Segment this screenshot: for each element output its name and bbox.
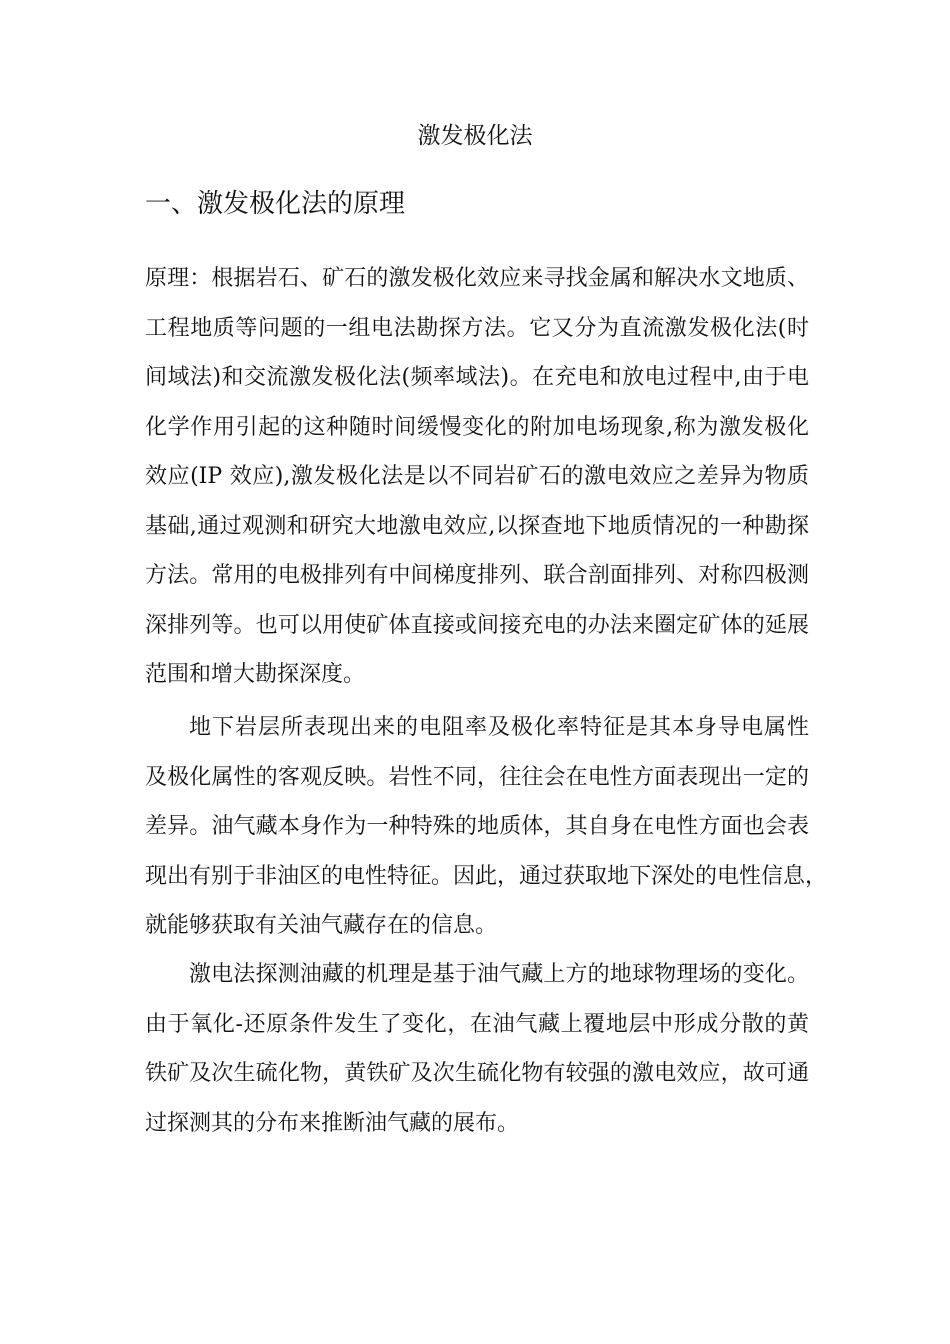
paragraph-line: 就能够获取有关油气藏存在的信息。 — [145, 913, 498, 938]
paragraph-line: 激电法探测油藏的机理是基于油气藏上方的地球物理场的变化。 — [189, 962, 809, 987]
paragraph-line: 间域法)和交流激发极化法(频率域法)。在充电和放电过程中,由于电 — [145, 365, 809, 390]
paragraph-line: 现出有别于非油区的电性特征。因此，通过获取地下深处的电性信息， — [145, 863, 828, 889]
paragraph-line: 铁矿及次生硫化物，黄铁矿及次生硫化物有较强的激电效应，故可通 — [145, 1061, 809, 1086]
paragraph-line: 基础,通过观测和研究大地激电效应,以探查地下地质情况的一种勘探 — [145, 513, 809, 539]
paragraph-resistivity — [145, 703, 828, 951]
paragraph-line: 深排列等。也可以用使矿体直接或间接充电的办法来圈定矿体的延展 — [145, 612, 809, 638]
paragraph-line: 原理：根据岩石、矿石的激发极化效应来寻找金属和解决水文地质、 — [145, 266, 809, 291]
paragraph-mechanism — [145, 950, 809, 1148]
paragraph-line: 工程地质等问题的一组电法勘探方法。它又分为直流激发极化法(时 — [145, 315, 809, 341]
paragraph-line: 及极化属性的客观反映。岩性不同，往往会在电性方面表现出一定的 — [145, 764, 809, 790]
paragraph-line: 地下岩层所表现出来的电阻率及极化率特征是其本身导电属性 — [189, 715, 809, 740]
paragraph-line: 过探测其的分布来推断油气藏的展布。 — [145, 1110, 520, 1136]
document-title: 激发极化法 — [417, 123, 533, 149]
paragraph-line: 范围和增大勘探深度。 — [145, 662, 366, 687]
paragraph-principle — [145, 254, 809, 700]
paragraph-line: 效应(IP 效应),激发极化法是以不同岩矿石的激电效应之差异为物质 — [145, 464, 809, 489]
paragraph-line: 方法。常用的电极排列有中间梯度排列、联合剖面排列、对称四极测 — [145, 563, 809, 588]
section-heading: 一、激发极化法的原理 — [145, 189, 406, 219]
paragraph-line: 化学作用引起的这种随时间缓慢变化的附加电场现象,称为激发极化 — [145, 414, 809, 440]
paragraph-line: 由于氧化-还原条件发生了变化，在油气藏上覆地层中形成分散的黄 — [145, 1011, 809, 1037]
paragraph-line: 差异。油气藏本身作为一种特殊的地质体，其自身在电性方面也会表 — [145, 814, 809, 839]
